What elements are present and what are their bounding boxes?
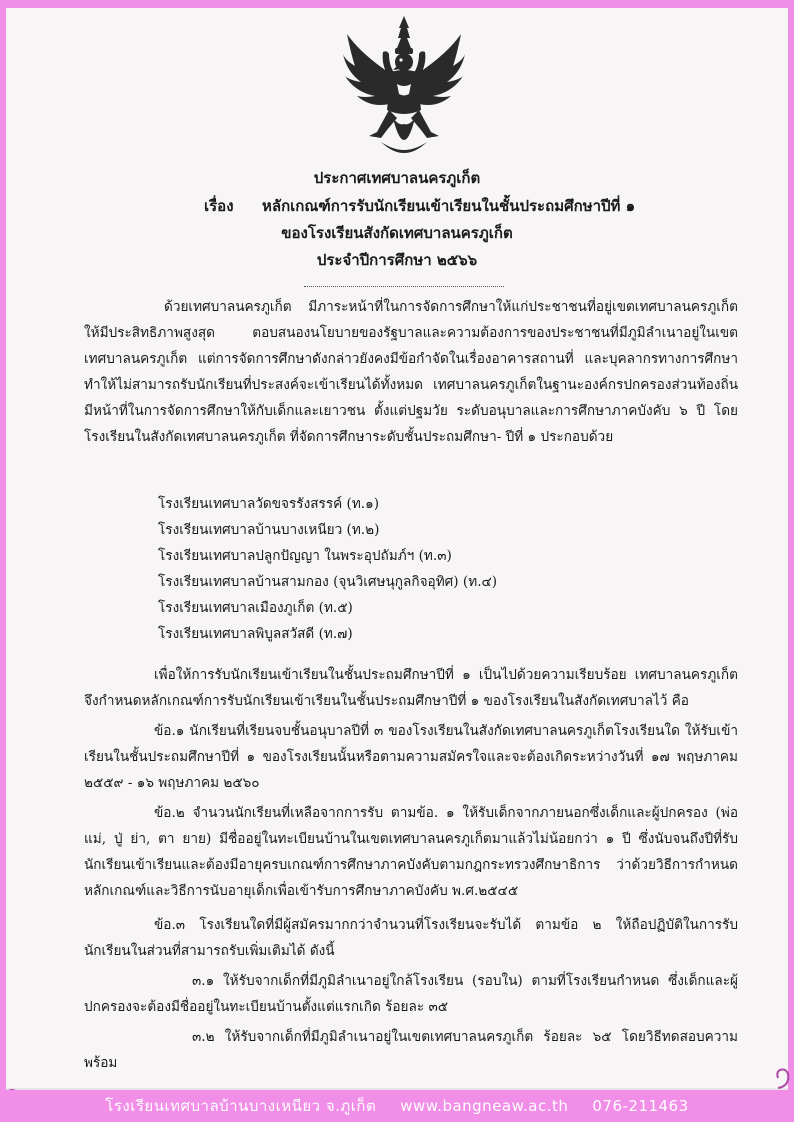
garuda-emblem-icon <box>341 14 467 164</box>
announcement-year: ประจำปีการศึกษา ๒๕๖๖ <box>316 251 478 269</box>
footer-bar <box>0 1090 794 1122</box>
clause-1: ข้อ.๑ นักเรียนที่เรียนจบชั้นอนุบาลปีที่ ๓ ของโรงเรียนในสังกัดเทศบาลนครภูเก็ตโรงเรียนใด ให้รับเข้าเรียนในชั้นประถมศึกษาปีที่ ๑ ของโรงเรียนนั้นหรือตามความสมัครใจและจะต้องเกิดระหว่างวันที่ ๑๗ พฤษภาคม ๒๕๕๙ - ๑๖ พฤษภาคม ๒๕๖๐ <box>84 723 738 791</box>
heading-divider <box>304 286 504 287</box>
school-item: โรงเรียนเทศบาลวัดขจรรังสรรค์ (ท.๑) <box>158 496 380 512</box>
announcement-line2: ของโรงเรียนสังกัดเทศบาลนครภูเก็ต <box>281 224 513 242</box>
school-item: โรงเรียนเทศบาลปลูกปัญญา ในพระอุปถัมภ์ฯ (ท.๓) <box>158 548 452 564</box>
school-item: โรงเรียนเทศบาลพิบูลสวัสดี (ท.๗) <box>158 626 353 642</box>
document-page <box>6 8 788 1088</box>
footer-website[interactable]: www.bangneaw.ac.th <box>400 1097 569 1115</box>
clause-2: ข้อ.๒ จำนวนนักเรียนที่เหลือจากการรับ ตามข้อ. ๑ ให้รับเด็กจากภายนอกซึ่งเด็กและผู้ปกครอง (พ่อ แม่, ปู่ ย่า, ตา ยาย) มีชื่ออยู่ในทะเบียนบ้านในเขตเทศบาลนครภูเก็ตมาแล้วไม่น้อยกว่า ๑ ปี ซึ่งนับจนถึงปีที่รับนักเรียนเข้าเรียนและต้องมีอายุครบเกณฑ์การศึกษาภาคบังคับตามกฎกระทรวงศึกษาธิการ ว่าด้วยวิธีการกำหนดหลักเกณฑ์และวิธีการนับอายุเด็กเพื่อเข้ารับการศึกษาภาคบังคับ พ.ศ.๒๕๔๕ <box>84 805 738 899</box>
subject-text: หลักเกณฑ์การรับนักเรียนเข้าเรียนในชั้นประถมศึกษาปีที่ ๑ <box>262 197 636 215</box>
announcement-org: ประกาศเทศบาลนครภูเก็ต <box>313 169 481 187</box>
subject-label: เรื่อง <box>204 197 234 215</box>
footer-school: โรงเรียนเทศบาลบ้านบางเหนียว จ.ภูเก็ต <box>105 1097 377 1115</box>
scroll-curl-right-icon <box>774 1066 792 1090</box>
clause-3: ข้อ.๓ โรงเรียนใดที่มีผู้สมัครมากกว่าจำนวนที่โรงเรียนจะรับได้ ตามข้อ ๒ ให้ถือปฏิบัติในการรับนักเรียนในส่วนที่สามารถรับเพิ่มเติมได้ ดังนี้ <box>84 917 738 959</box>
purpose-paragraph: เพื่อให้การรับนักเรียนเข้าเรียนในชั้นประถมศึกษาปีที่ ๑ เป็นไปด้วยความเรียบร้อย เทศบาลนครภูเก็ต จึงกำหนดหลักเกณฑ์การรับนักเรียนเข้าเรียนในชั้นประถมศึกษาปีที่ ๑ ของโรงเรียนในสังกัดเทศบาลไว้ คือ <box>84 667 738 709</box>
school-item: โรงเรียนเทศบาลบ้านบางเหนียว (ท.๒) <box>158 522 380 538</box>
announcement-subject <box>204 196 764 216</box>
frame-top <box>0 0 794 8</box>
school-item: โรงเรียนเทศบาลเมืองภูเก็ต (ท.๕) <box>158 600 353 616</box>
school-list <box>158 491 718 647</box>
footer-phone: 076-211463 <box>592 1097 689 1115</box>
intro-paragraph: ด้วยเทศบาลนครภูเก็ต มีภาระหน้าที่ในการจัดการศึกษาให้แก่ประชาชนที่อยู่เขตเทศบาลนครภูเก็ต ให้มีประสิทธิภาพสูงสุด ตอบสนองนโยบายของรัฐบาลและความต้องการของประชาชนที่มีภูมิลำเนาอยู่ในเขตเทศบาลนครภูเก็ต แต่การจัดการศึกษาดังกล่าวยังคงมีข้อกำจัดในเรื่องอาคารสถานที่ และบุคลากรทางการศึกษา ทำให้ไม่สามารถรับนักเรียนที่ประสงค์จะเข้าเรียนได้ทั้งหมด เทศบาลนครภูเก็ตในฐานะองค์กรปกครองส่วนท้องถิ่น มีหน้าที่ในการจัดการศึกษาให้กับเด็กและเยาวชน ตั้งแต่ปฐมวัย ระดับอนุบาลและการศึกษาภาคบังคับ ๖ ปี โดยโรงเรียนในสังกัดเทศบาลนครภูเก็ต ที่จัดการศึกษาระดับชั้นประถมศึกษา- ปีที่ ๑ ประกอบด้วย <box>84 299 738 445</box>
clause-3-2: ๓.๒ ให้รับจากเด็กที่มีภูมิลำเนาอยู่ในเขตเทศบาลนครภูเก็ต ร้อยละ ๖๕ โดยวิธีทดสอบความพร้อม <box>84 1029 738 1071</box>
clause-3-1: ๓.๑ ให้รับจากเด็กที่มีภูมิลำเนาอยู่ใกล้โรงเรียน (รอบใน) ตามที่โรงเรียนกำหนด ซึ่งเด็กและผู้ปกครองจะต้องมีชื่ออยู่ในทะเบียนบ้านตั้งแต่แรกเกิด ร้อยละ ๓๕ <box>84 973 738 1015</box>
school-item: โรงเรียนเทศบาลบ้านสามกอง (จุนวิเศษนุกูลกิจอุทิศ) (ท.๔) <box>158 574 498 590</box>
